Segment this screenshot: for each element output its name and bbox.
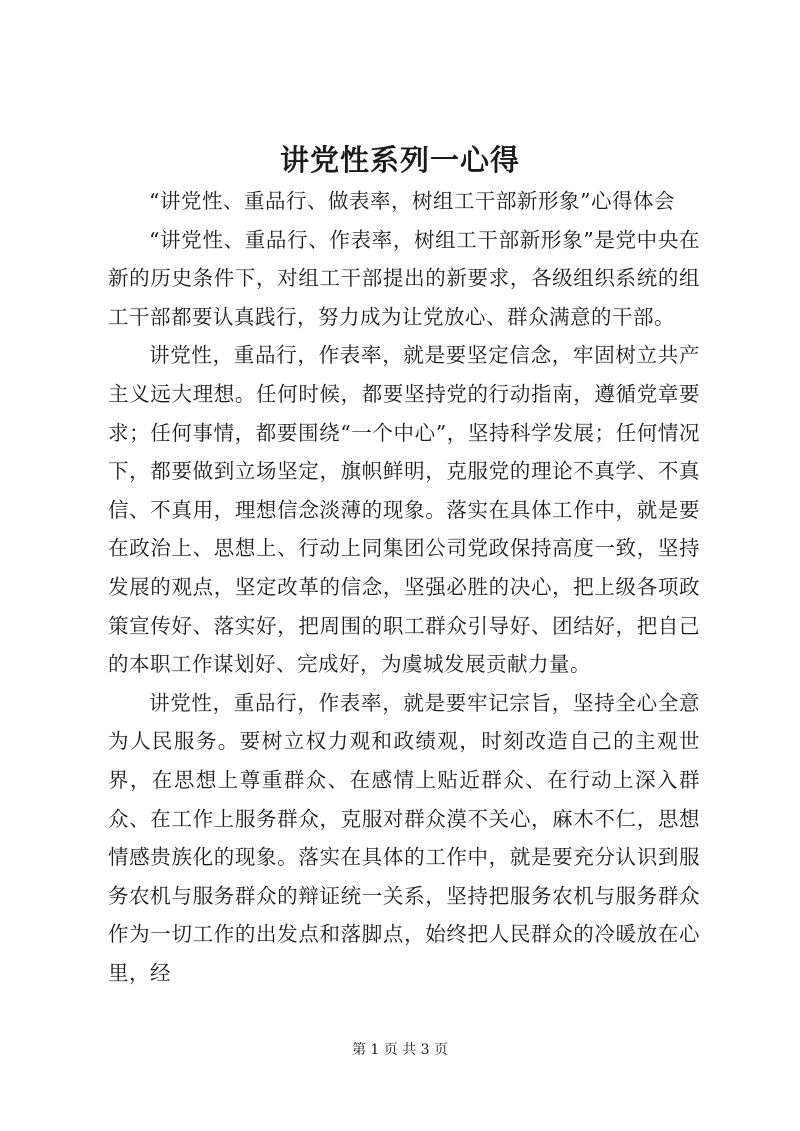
paragraph: 讲党性，重品行，作表率，就是要坚定信念，牢固树立共产主义远大理想。任何时候，都要坚持党的行动指南，遵循党章要求；任何事情，都要围绕“一个中心”，坚持科学发展；任何情况下，都要做到立场坚定，旗帜鲜明，克服党的理论不真学、不真信、不真用，理想信念淡薄的现象。落实在具体工作中，就是要在政治上、思想上、行动上同集团公司党政保持高度一致，坚持发展的观点，坚定改革的信念，坚强必胜的决心，把上级各项政策宣传好、落实好，把周围的职工群众引导好、团结好，把自己的本职工作谋划好、完成好，为虞城发展贡献力量。 bbox=[108, 343, 700, 677]
paragraph-subtitle: “讲党性、重品行、做表率，树组工干部新形象”心得体会 bbox=[149, 189, 675, 213]
paragraph: 讲党性，重品行，作表率，就是要牢记宗旨，坚持全心全意为人民服务。要树立权力观和政绩观，时刻改造自己的主观世界，在思想上尊重群众、在感情上贴近群众、在行动上深入群众、在工作上服务群众，克服对群众漠不关心，麻木不仁，思想情感贵族化的现象。落实在具体的工作中，就是要充分认识到服务农机与服务群众的辩证统一关系，坚持把服务农机与服务群众作为一切工作的出发点和落脚点，始终把人民群众的冷暖放在心里，经 bbox=[108, 690, 700, 985]
paragraph: “讲党性、重品行、作表率，树组工干部新形象”是党中央在新的历史条件下，对组工干部提出的新要求，各级组织系统的组工干部都要认真践行，努力成为让党放心、群众满意的干部。 bbox=[108, 227, 700, 329]
document-body bbox=[108, 182, 700, 992]
page-footer: 第 1 页 共 3 页 bbox=[351, 1042, 449, 1058]
document-title: 讲党性系列一心得 bbox=[279, 143, 520, 177]
